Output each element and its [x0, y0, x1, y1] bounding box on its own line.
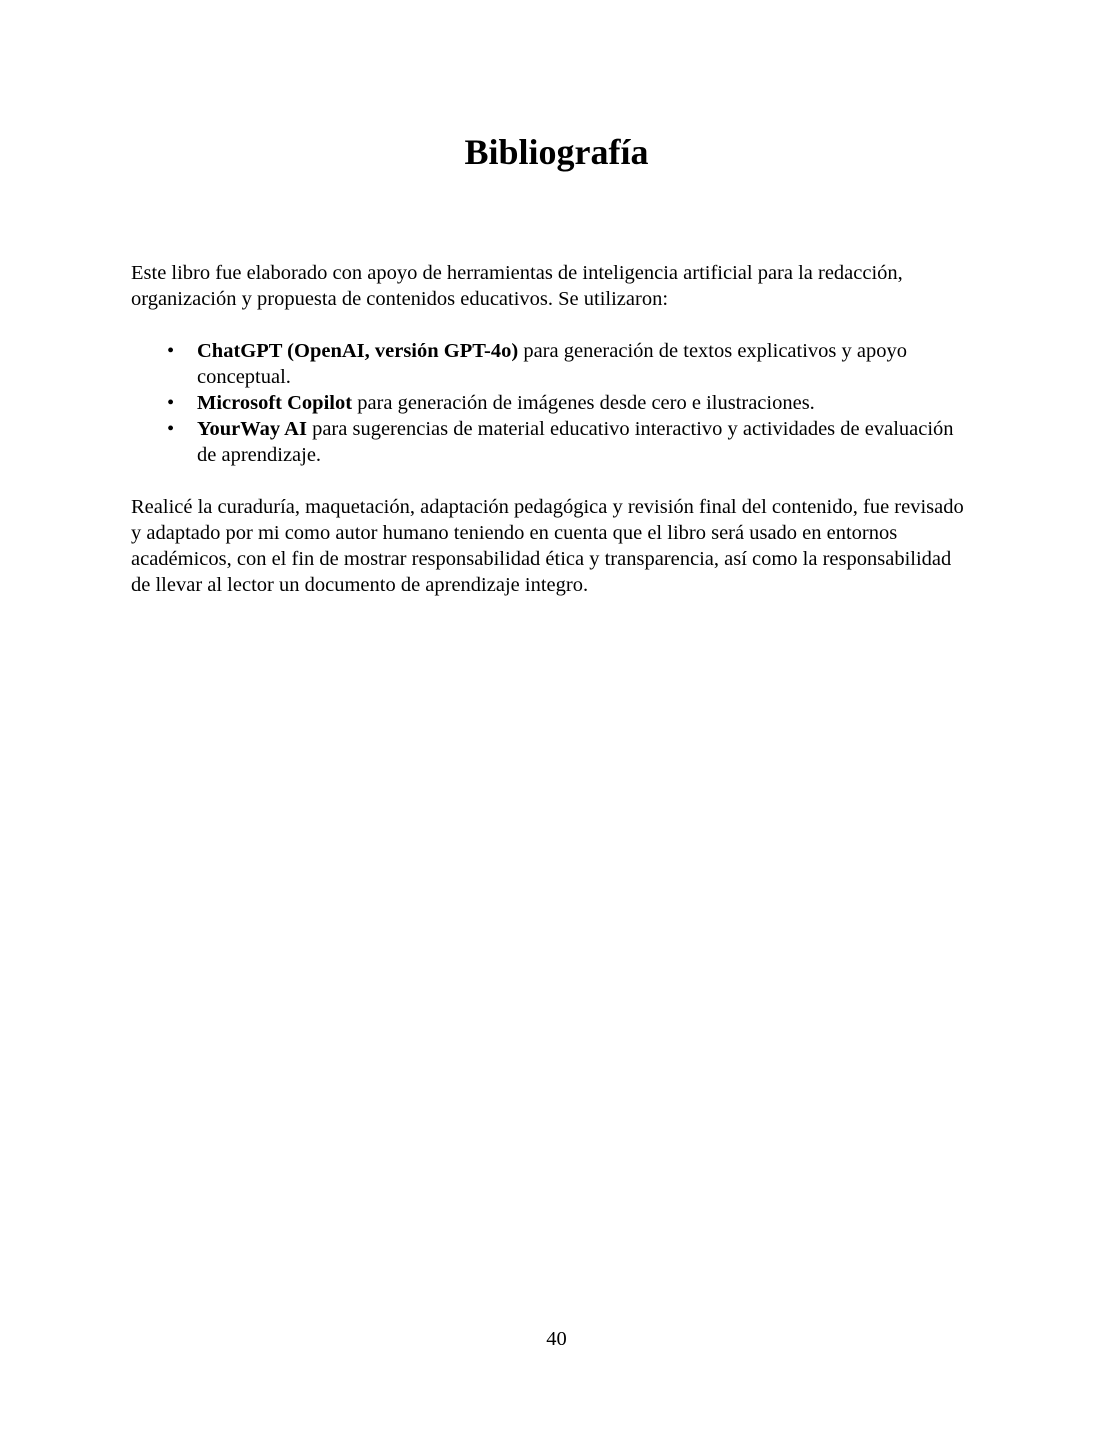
- tool-description: para generación de imágenes desde cero e ilustraciones.: [352, 392, 815, 414]
- bullet-icon: •: [167, 340, 175, 362]
- tool-name: YourWay AI: [197, 418, 307, 440]
- tool-name: Microsoft Copilot: [197, 392, 353, 414]
- tool-description: para generación de textos explicativos y apoyo conceptual.: [197, 340, 907, 388]
- list-item: [131, 390, 966, 416]
- bullet-icon: •: [167, 392, 175, 414]
- page-content: [131, 260, 966, 598]
- tools-list: [131, 338, 966, 468]
- tool-description: para sugerencias de material educativo interactivo y actividades de evaluación de aprendizaje.: [197, 418, 954, 466]
- list-item: [131, 416, 966, 468]
- bullet-icon: •: [167, 418, 175, 440]
- list-item: [131, 338, 966, 390]
- intro-paragraph: Este libro fue elaborado con apoyo de herramientas de inteligencia artificial para la redacción, organización y propuesta de contenidos educativos. Se utilizaron:: [131, 262, 903, 310]
- page-number: 40: [546, 1328, 567, 1350]
- page-title: Bibliografía: [464, 132, 649, 172]
- tool-name: ChatGPT (OpenAI, versión GPT-4o): [197, 340, 519, 362]
- closing-paragraph: Realicé la curaduría, maquetación, adaptación pedagógica y revisión final del contenido, fue revisado y adaptado por mi como autor humano teniendo en cuenta que el libro será usado en entornos académicos, con el fin de mostrar responsabilidad ética y transparencia, así como la responsabilidad de llevar al lector un documento de aprendizaje integro.: [131, 496, 964, 596]
